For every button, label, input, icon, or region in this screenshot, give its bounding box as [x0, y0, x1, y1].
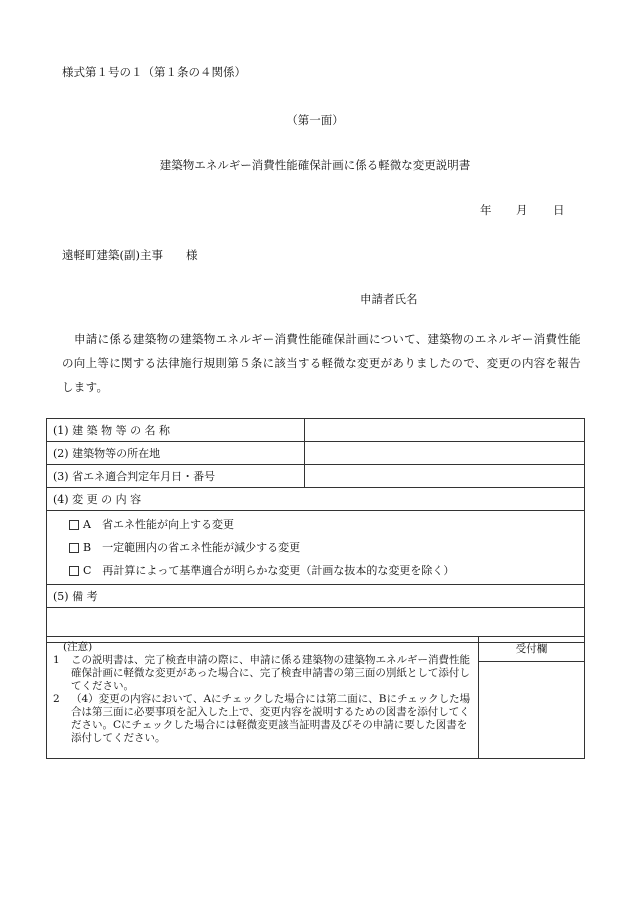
- notes-heading: (注意): [63, 641, 93, 653]
- notes-table: [46, 636, 585, 759]
- addressee: 遠軽町建築(副)主事 様: [62, 248, 198, 262]
- row-building-name: [47, 419, 585, 442]
- note-2: [53, 693, 472, 745]
- note-1-text: この説明書は、完了検査申請の際に、申請に係る建築物の建築物エネルギー消費性能確保計画に軽微な変更があった場合に、完了検査申請書の第三面の別紙として添付してください。: [71, 654, 470, 692]
- option-b-label: B 一定範囲内の省エネ性能が減少する変更: [83, 541, 301, 554]
- document-title: 建築物エネルギー消費性能確保計画に係る軽微な変更説明書: [159, 158, 471, 172]
- note-2-number: 2: [53, 693, 60, 705]
- checkbox-b[interactable]: [69, 543, 79, 553]
- date-day-label: 日: [553, 203, 565, 217]
- building-location-label: (2) 建築物等の所在地: [47, 442, 305, 465]
- option-a[interactable]: [47, 513, 584, 536]
- note-2-text: （4）変更の内容において、Aにチェックした場合には第二面に、Bにチェックした場合は第三面に必要事項を記入した上で、変更内容を説明するための図書を添付してください。Cにチェックした場合には軽微変更該当証明書及びその申請に要した図書を添付してください。: [71, 693, 471, 744]
- row-change-options: [47, 511, 585, 585]
- note-1: [53, 654, 472, 693]
- remarks-label: (5) 備 考: [47, 585, 585, 608]
- form-table: [46, 418, 585, 643]
- reception-label: 受付欄: [479, 637, 584, 662]
- note-1-number: 1: [53, 654, 60, 666]
- judgement-date-label: (3) 省エネ適合判定年月日・番号: [47, 465, 305, 488]
- option-a-label: A 省エネ性能が向上する変更: [83, 518, 234, 531]
- option-c-label: C 再計算によって基準適合が明らかな変更（計画な抜本的な変更を除く）: [83, 564, 455, 577]
- checkbox-c[interactable]: [69, 566, 79, 576]
- option-c[interactable]: [47, 559, 584, 582]
- body-paragraph: 申請に係る建築物の建築物エネルギー消費性能確保計画について、建築物のエネルギー消費性能の向上等に関する法律施行規則第５条に該当する軽微な変更がありましたので、変更の内容を報告します。: [62, 332, 581, 394]
- change-content-label: (4) 変 更 の 内 容: [47, 488, 585, 511]
- row-change-content: [47, 488, 585, 511]
- date-year-label: 年: [480, 203, 492, 217]
- reception-section: [479, 637, 585, 759]
- option-b[interactable]: [47, 536, 584, 559]
- reception-field[interactable]: [479, 662, 584, 758]
- checkbox-a[interactable]: [69, 520, 79, 530]
- row-judgement-date: [47, 465, 585, 488]
- row-building-location: [47, 442, 585, 465]
- row-remarks: [47, 585, 585, 608]
- notes-section: [47, 637, 479, 759]
- building-name-field[interactable]: [305, 419, 585, 442]
- page-label: （第一面）: [286, 113, 344, 127]
- date-month-label: 月: [516, 203, 528, 217]
- applicant-name-label: 申請者氏名: [360, 292, 418, 306]
- judgement-date-field[interactable]: [305, 465, 585, 488]
- building-location-field[interactable]: [305, 442, 585, 465]
- form-number: 様式第１号の１（第１条の４関係）: [62, 65, 246, 79]
- building-name-label: (1) 建 築 物 等 の 名 称: [47, 419, 305, 442]
